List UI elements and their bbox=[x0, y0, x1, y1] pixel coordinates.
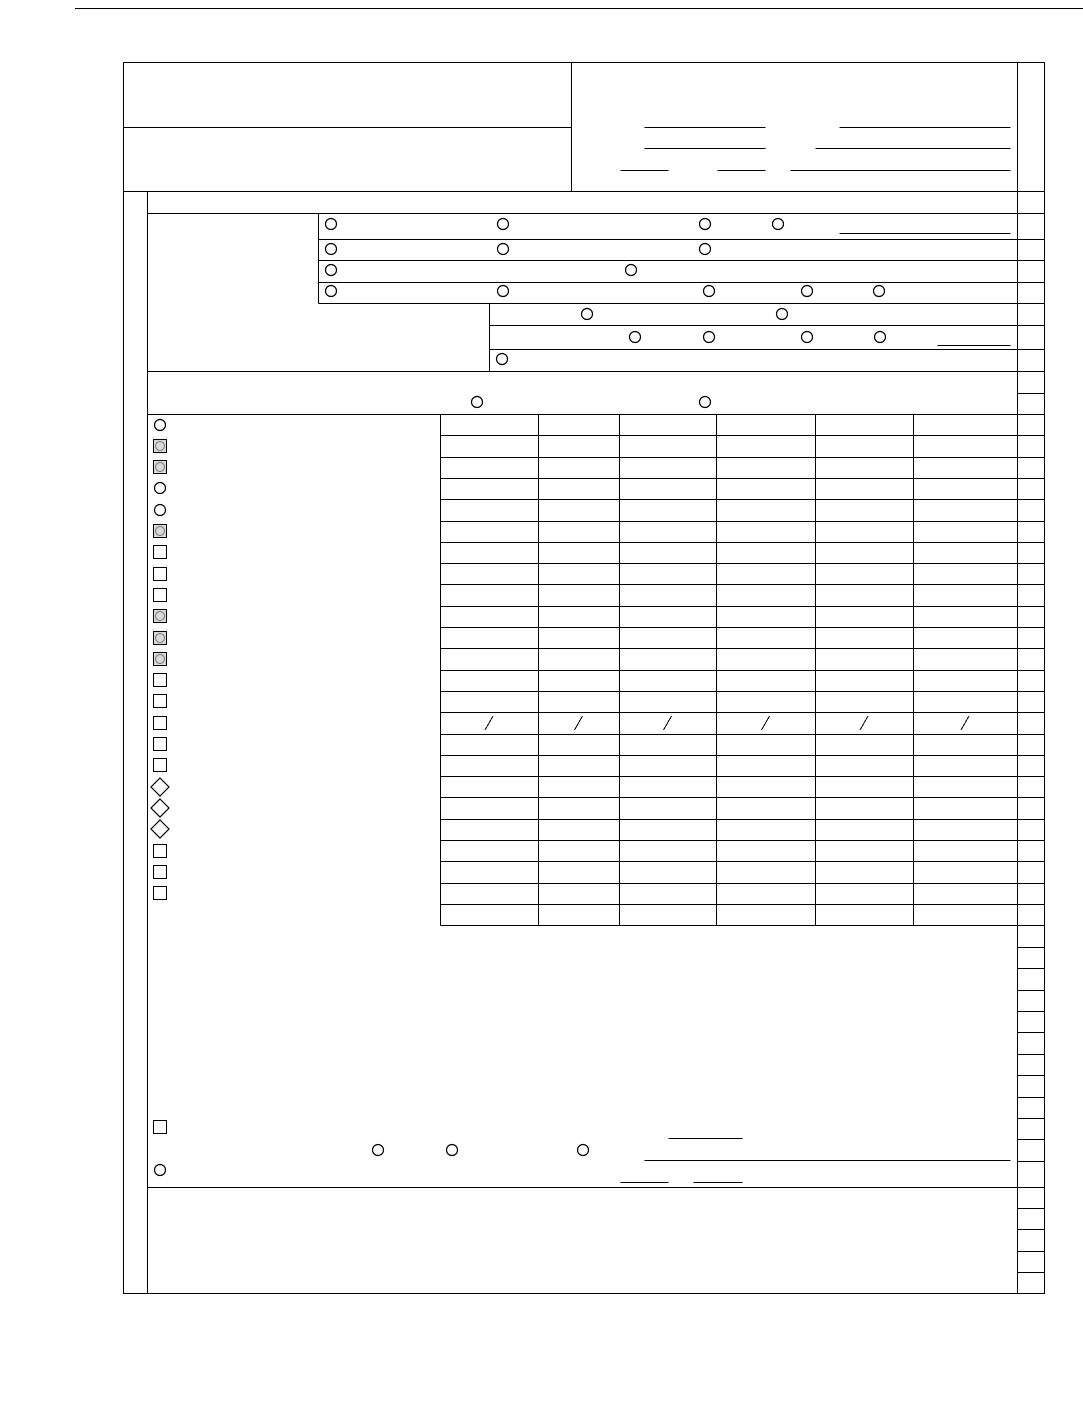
radio-button[interactable] bbox=[472, 397, 483, 408]
checkbox[interactable] bbox=[154, 1121, 167, 1134]
checkbox[interactable] bbox=[154, 759, 167, 772]
radio-button[interactable] bbox=[373, 1145, 384, 1156]
radio-button[interactable] bbox=[326, 244, 337, 255]
shaded-checkbox-mark bbox=[156, 463, 165, 472]
radio-button[interactable] bbox=[447, 1145, 458, 1156]
radio-button[interactable] bbox=[498, 244, 509, 255]
form-border bbox=[124, 63, 1045, 1294]
shaded-checkbox-mark bbox=[156, 527, 165, 536]
shaded-checkbox-mark bbox=[156, 655, 165, 664]
checkbox[interactable] bbox=[154, 845, 167, 858]
radio-button[interactable] bbox=[802, 286, 813, 297]
checkbox[interactable] bbox=[154, 589, 167, 602]
checkbox[interactable] bbox=[154, 866, 167, 879]
slash-mark bbox=[485, 716, 493, 730]
checkbox[interactable] bbox=[154, 695, 167, 708]
radio-button[interactable] bbox=[777, 309, 788, 320]
diamond-marker[interactable] bbox=[151, 820, 169, 838]
slash-mark bbox=[575, 716, 583, 730]
shaded-checkbox-mark bbox=[156, 612, 165, 621]
radio-button[interactable] bbox=[155, 483, 166, 494]
radio-button[interactable] bbox=[155, 420, 166, 431]
diamond-marker[interactable] bbox=[151, 799, 169, 817]
form-grid-lines bbox=[124, 63, 1045, 1294]
radio-button[interactable] bbox=[773, 219, 784, 230]
radio-button[interactable] bbox=[498, 219, 509, 230]
radio-button[interactable] bbox=[326, 219, 337, 230]
radio-button[interactable] bbox=[497, 354, 508, 365]
radio-button[interactable] bbox=[626, 265, 637, 276]
checkbox[interactable] bbox=[154, 738, 167, 751]
radio-button[interactable] bbox=[326, 286, 337, 297]
slash-mark bbox=[664, 716, 672, 730]
radio-button[interactable] bbox=[498, 286, 509, 297]
radio-button[interactable] bbox=[155, 1165, 166, 1176]
checkbox[interactable] bbox=[154, 887, 167, 900]
radio-button[interactable] bbox=[155, 505, 166, 516]
radio-button[interactable] bbox=[700, 219, 711, 230]
radio-button[interactable] bbox=[704, 286, 715, 297]
radio-button[interactable] bbox=[700, 397, 711, 408]
shaded-checkbox-mark bbox=[156, 442, 165, 451]
radio-button[interactable] bbox=[630, 332, 641, 343]
radio-button[interactable] bbox=[578, 1145, 589, 1156]
slash-mark bbox=[961, 716, 969, 730]
checkbox[interactable] bbox=[154, 568, 167, 581]
shaded-checkbox-mark bbox=[156, 634, 165, 643]
radio-button[interactable] bbox=[704, 332, 715, 343]
checkbox[interactable] bbox=[154, 546, 167, 559]
form-controls bbox=[151, 219, 886, 1176]
radio-button[interactable] bbox=[874, 286, 885, 297]
radio-button[interactable] bbox=[582, 309, 593, 320]
radio-button[interactable] bbox=[326, 265, 337, 276]
radio-button[interactable] bbox=[875, 332, 886, 343]
slash-mark bbox=[860, 716, 868, 730]
checkbox[interactable] bbox=[154, 717, 167, 730]
radio-button[interactable] bbox=[802, 332, 813, 343]
slash-mark bbox=[762, 716, 770, 730]
radio-button[interactable] bbox=[700, 244, 711, 255]
diamond-marker[interactable] bbox=[151, 778, 169, 796]
checkbox[interactable] bbox=[154, 674, 167, 687]
